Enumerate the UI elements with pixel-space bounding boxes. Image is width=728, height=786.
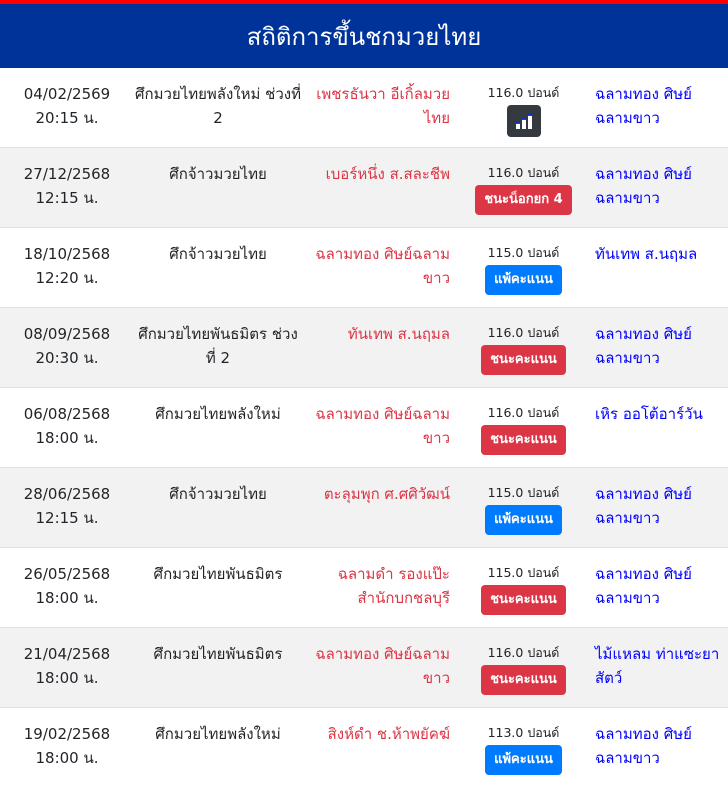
fight-time: 12:15 น. [35, 189, 99, 207]
fight-date-cell [0, 162, 134, 227]
weight-result-cell [452, 722, 595, 786]
fight-date-cell [0, 642, 134, 707]
weight-result-cell [452, 482, 595, 547]
table-row [0, 548, 728, 628]
fight-date: 28/06/2568 [23, 485, 111, 503]
fight-date-cell [0, 722, 134, 786]
weight: 116.0 ปอนด์ [487, 165, 560, 180]
blue-corner-fighter[interactable]: ฉลามทอง ศิษย์ฉลามขาว [595, 325, 692, 367]
fight-time: 18:00 น. [35, 749, 99, 767]
table-row [0, 468, 728, 548]
weight: 116.0 ปอนด์ [487, 325, 560, 340]
fight-date-cell [0, 562, 134, 627]
event-name: ศึกมวยไทยพลังใหม่ [155, 725, 281, 743]
red-corner-fighter[interactable]: ตะลุมพุก ศ.ศศิวัฒน์ [323, 485, 450, 503]
red-corner-fighter[interactable]: ฉลามดำ รองแป๊ะสำนักบกชลบุรี [337, 565, 450, 607]
result-badge: ชนะน็อกยก 4 [475, 185, 571, 215]
fight-time: 18:00 น. [35, 429, 99, 447]
weight-result-cell [452, 162, 595, 227]
event-name: ศึกมวยไทยพันธมิตร [153, 645, 283, 663]
event-name: ศึกมวยไทยพลังใหม่ ช่วงที่ 2 [134, 85, 301, 127]
fight-time: 18:00 น. [35, 589, 99, 607]
red-corner-fighter[interactable]: ฉลามทอง ศิษย์ฉลามขาว [315, 405, 450, 447]
red-corner-fighter[interactable]: สิงห์ดำ ช.ห้าพยัคฆ์ [327, 725, 450, 743]
stats-button[interactable] [507, 105, 541, 137]
fight-date-cell [0, 402, 134, 467]
fight-date: 26/05/2568 [23, 565, 111, 583]
event-name: ศึกมวยไทยพันธมิตร [153, 565, 283, 583]
weight-result-cell [452, 642, 595, 707]
result-badge: ชนะคะแนน [481, 345, 566, 375]
result-badge: แพ้คะแนน [485, 745, 562, 775]
weight: 115.0 ปอนด์ [487, 565, 560, 580]
fight-history-table [0, 68, 728, 786]
table-row [0, 628, 728, 708]
weight: 115.0 ปอนด์ [487, 485, 560, 500]
weight-result-cell [452, 402, 595, 467]
weight-result-cell [452, 562, 595, 627]
red-corner-fighter[interactable]: ฉลามทอง ศิษย์ฉลามขาว [315, 645, 450, 687]
result-badge: ชนะคะแนน [481, 425, 566, 455]
page-header [0, 0, 728, 68]
red-corner-fighter[interactable]: เบอร์หนึ่ง ส.สละชีพ [325, 165, 450, 183]
weight: 113.0 ปอนด์ [487, 725, 560, 740]
table-row [0, 388, 728, 468]
blue-corner-fighter[interactable]: ฉลามทอง ศิษย์ฉลามขาว [595, 725, 692, 767]
table-row [0, 228, 728, 308]
table-row [0, 148, 728, 228]
event-name: ศึกมวยไทยพลังใหม่ [155, 405, 281, 423]
event-name: ศึกจ้าวมวยไทย [169, 245, 267, 263]
weight: 115.0 ปอนด์ [487, 245, 560, 260]
weight: 116.0 ปอนด์ [487, 85, 560, 100]
table-row [0, 308, 728, 388]
page-title: สถิติการขึ้นชกมวยไทย [246, 22, 482, 51]
red-corner-fighter[interactable]: ฉลามทอง ศิษย์ฉลามขาว [315, 245, 450, 287]
event-name: ศึกจ้าวมวยไทย [169, 485, 267, 503]
table-row [0, 68, 728, 148]
fight-date: 08/09/2568 [23, 325, 111, 343]
fight-date-cell [0, 82, 134, 147]
red-corner-fighter[interactable]: เพชรธันวา อีเกิ้ลมวยไทย [316, 85, 450, 127]
event-name: ศึกมวยไทยพันธมิตร ช่วงที่ 2 [138, 325, 298, 367]
blue-corner-fighter[interactable]: ฉลามทอง ศิษย์ฉลามขาว [595, 485, 692, 527]
result-badge: แพ้คะแนน [485, 505, 562, 535]
weight-result-cell [452, 82, 595, 147]
blue-corner-fighter[interactable]: เหิร ออโต้อาร์วัน [595, 405, 703, 423]
fight-date: 21/04/2568 [23, 645, 111, 663]
fight-time: 12:15 น. [35, 509, 99, 527]
fight-time: 20:15 น. [35, 109, 99, 127]
weight: 116.0 ปอนด์ [487, 645, 560, 660]
fight-date: 18/10/2568 [23, 245, 111, 263]
result-badge: ชนะคะแนน [481, 585, 566, 615]
weight-result-cell [452, 322, 595, 387]
result-badge: ชนะคะแนน [481, 665, 566, 695]
fight-date: 27/12/2568 [23, 165, 111, 183]
blue-corner-fighter[interactable]: ไม้แหลม ท่าแซะยาสัตว์ [595, 645, 720, 687]
fight-date: 19/02/2568 [23, 725, 111, 743]
result-badge: แพ้คะแนน [485, 265, 562, 295]
fight-time: 20:30 น. [35, 349, 99, 367]
fight-date-cell [0, 322, 134, 387]
weight: 116.0 ปอนด์ [487, 405, 560, 420]
fight-date-cell [0, 482, 134, 547]
fight-date: 06/08/2568 [23, 405, 111, 423]
red-corner-fighter[interactable]: ทันเทพ ส.นฤมล [347, 325, 450, 343]
blue-corner-fighter[interactable]: ฉลามทอง ศิษย์ฉลามขาว [595, 565, 692, 607]
table-row [0, 708, 728, 786]
weight-result-cell [452, 242, 595, 307]
blue-corner-fighter[interactable]: ทันเทพ ส.นฤมล [595, 245, 698, 263]
fight-time: 18:00 น. [35, 669, 99, 687]
blue-corner-fighter[interactable]: ฉลามทอง ศิษย์ฉลามขาว [595, 165, 692, 207]
blue-corner-fighter[interactable]: ฉลามทอง ศิษย์ฉลามขาว [595, 85, 692, 127]
fight-time: 12:20 น. [35, 269, 99, 287]
fight-date-cell [0, 242, 134, 307]
event-name: ศึกจ้าวมวยไทย [169, 165, 267, 183]
bar-chart-icon [515, 113, 533, 129]
fight-date: 04/02/2569 [23, 85, 111, 103]
